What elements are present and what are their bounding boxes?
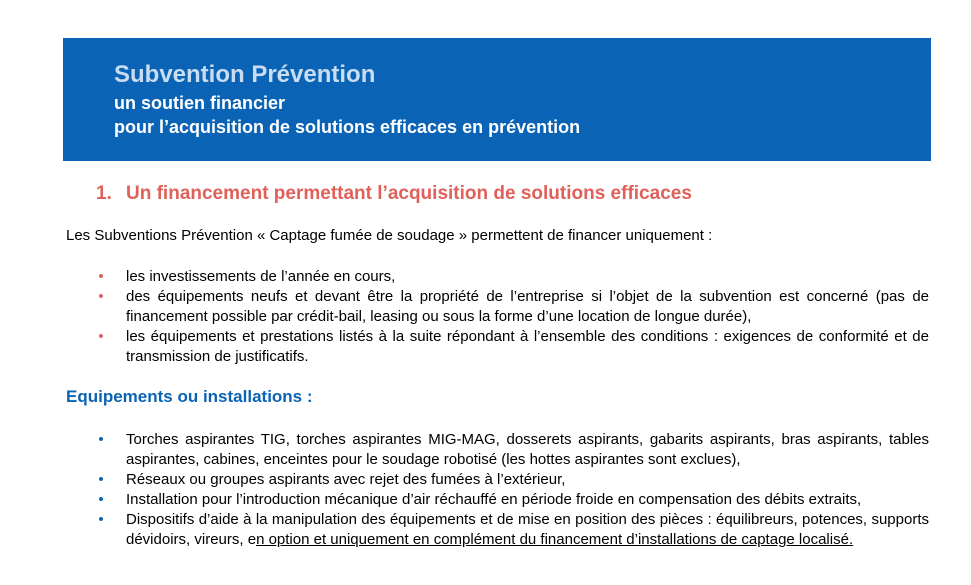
- list-item-text: Torches aspirantes TIG, torches aspirantes MIG-MAG, dosserets aspirants, gabarits aspirants, bras aspirants, tables aspirantes, cabines, enceintes pour le soudage robotisé (les hottes aspirantes sont exclues),: [126, 431, 929, 468]
- section-heading: [96, 183, 692, 205]
- equipment-heading: Equipements ou installations :: [66, 387, 313, 406]
- list-item-text: les équipements et prestations listés à la suite répondant à l’ensemble des conditions : exigences de conformité et de transmission de justificatifs.: [126, 328, 929, 365]
- conditions-list: [96, 267, 929, 367]
- bullet-icon: •: [98, 491, 104, 508]
- banner-title: Subvention Prévention: [114, 61, 376, 88]
- intro-paragraph: Les Subventions Prévention « Captage fumée de soudage » permettent de financer uniquement :: [66, 227, 713, 244]
- equipment-list: [96, 430, 929, 550]
- header-banner: [63, 38, 931, 161]
- list-item: [96, 327, 929, 367]
- list-item-text: Dispositifs d’aide à la manipulation des équipements et de mise en position des pièces : équilibreurs, potences, supports dévidoirs, vireurs, e: [126, 511, 929, 548]
- list-item-text: les investissements de l’année en cours,: [126, 268, 396, 285]
- list-item-text: Installation pour l’introduction mécanique d’air réchauffé en période froide en compensation des débits extraits,: [126, 491, 862, 508]
- banner-subtitle-line2: pour l’acquisition de solutions efficaces en prévention: [114, 117, 581, 137]
- section-number: 1.: [96, 183, 112, 204]
- bullet-icon: •: [98, 471, 104, 488]
- bullet-icon: •: [98, 431, 104, 448]
- bullet-icon: •: [98, 288, 104, 305]
- section-title: Un financement permettant l’acquisition de solutions efficaces: [126, 183, 692, 204]
- list-item: [96, 430, 929, 470]
- bullet-icon: •: [98, 268, 104, 285]
- list-item: [96, 267, 929, 287]
- list-item: [96, 470, 929, 490]
- underlined-text: n option et uniquement en complément du financement d’installations de captage localisé.: [256, 531, 854, 548]
- bullet-icon: •: [98, 511, 104, 528]
- list-item: [96, 510, 929, 550]
- list-item: [96, 490, 929, 510]
- list-item: [96, 287, 929, 327]
- list-item-text: des équipements neufs et devant être la propriété de l’entreprise si l’objet de la subvention est concerné (pas de financement possible par crédit-bail, leasing ou sous la forme d’une location de longue durée),: [126, 288, 929, 325]
- banner-subtitle-line1: un soutien financier: [114, 93, 286, 113]
- bullet-icon: •: [98, 328, 104, 345]
- list-item-text: Réseaux ou groupes aspirants avec rejet des fumées à l’extérieur,: [126, 471, 566, 488]
